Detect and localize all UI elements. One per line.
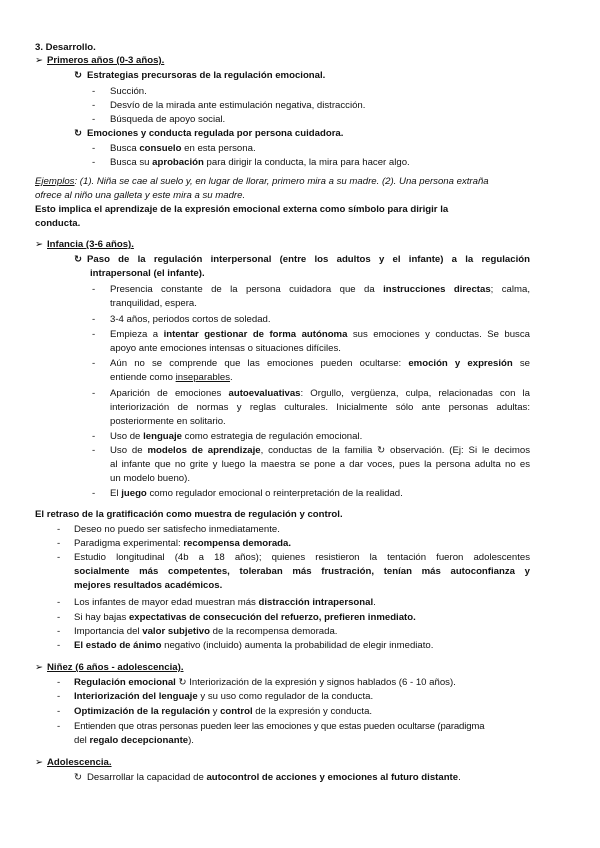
dash-bullet: -	[57, 597, 61, 608]
list-item: Uso de modelos de aprendizaje, conductas de la familia ↻ observación. (Ej: Si le decimos	[110, 445, 530, 456]
return-arrow-icon: ↻	[74, 772, 83, 783]
return-arrow-icon: ↻	[74, 128, 83, 139]
heading-retraso: El retraso de la gratificación como muestra de regulación y control.	[35, 509, 343, 520]
list-item: Búsqueda de apoyo social.	[110, 114, 226, 125]
dash-bullet: -	[57, 626, 61, 637]
heading-adolescencia: ➢ Adolescencia.	[35, 757, 112, 768]
list-item: Importancia del valor subjetivo de la recompensa demorada.	[74, 626, 338, 637]
list-item: Busca su aprobación para dirigir la conducta, la mira para hacer algo.	[110, 157, 410, 168]
implication-line: conducta.	[35, 218, 81, 229]
dash-bullet: -	[92, 329, 96, 340]
list-item: El estado de ánimo negativo (incluido) aumenta la probabilidad de elegir inmediato.	[74, 640, 434, 651]
subheading-emociones: ↻ Emociones y conducta regulada por persona cuidadora.	[74, 128, 344, 139]
dash-bullet: -	[92, 358, 96, 369]
list-item: Interiorización del lenguaje y su uso como regulador de la conducta.	[74, 691, 374, 702]
dash-bullet: -	[57, 524, 61, 535]
dash-bullet: -	[92, 388, 96, 399]
dash-bullet: -	[57, 538, 61, 549]
list-item-cont: del regalo decepcionante).	[74, 735, 194, 746]
heading-ninez: ➢ Niñez (6 años - adolescencia).	[35, 662, 184, 673]
list-item-cont: entiende como inseparables.	[110, 372, 233, 383]
arrow-bullet-icon: ➢	[35, 757, 44, 768]
example-line: ofrece al niño una galleta y este mira a su madre.	[35, 190, 246, 201]
arrow-bullet-icon: ➢	[35, 662, 44, 673]
arrow-bullet-icon: ➢	[35, 55, 44, 66]
list-item: Estudio longitudinal (4b a 18 años); quienes resistieron la tentación fueron adolescentes	[74, 552, 530, 563]
list-item: Optimización de la regulación y control de la expresión y conducta.	[74, 706, 373, 717]
subheading-paso: ↻ Paso de la regulación interpersonal (entre los adultos y el infante) a la regulación	[74, 254, 530, 265]
dash-bullet: -	[92, 157, 96, 168]
list-item-cont: apoyo ante emociones intensas o situaciones difíciles.	[110, 343, 341, 354]
arrow-bullet-icon: ➢	[35, 239, 44, 250]
dash-bullet: -	[57, 706, 61, 717]
example-line: Ejemplos: (1). Niña se cae al suelo y, en lugar de llorar, primero mira a su madre. (2). Una persona extraña	[35, 176, 489, 187]
list-item: Succión.	[110, 86, 147, 97]
list-item: Desvío de la mirada ante estimulación negativa, distracción.	[110, 100, 366, 111]
heading-primeros-anos: ➢ Primeros años (0-3 años).	[35, 55, 165, 66]
dash-bullet: -	[92, 100, 96, 111]
dash-bullet: -	[57, 612, 61, 623]
dash-bullet: -	[92, 314, 96, 325]
dash-bullet: -	[92, 143, 96, 154]
list-item: Paradigma experimental: recompensa demorada.	[74, 538, 292, 549]
dash-bullet: -	[92, 284, 96, 295]
dash-bullet: -	[57, 721, 61, 732]
dash-bullet: -	[57, 640, 61, 651]
list-item: Los infantes de mayor edad muestran más distracción intrapersonal.	[74, 597, 376, 608]
list-item: Si hay bajas expectativas de consecución del refuerzo, prefieren inmediato.	[74, 612, 416, 623]
list-item: Aún no se comprende que las emociones pueden ocultarse: emoción y expresión se	[110, 358, 530, 369]
list-item-cont: interiorización de normas y reglas culturales. Inicialmente sólo ante personas adultas:	[110, 402, 530, 413]
dash-bullet: -	[57, 691, 61, 702]
list-item: 3-4 años, periodos cortos de soledad.	[110, 314, 271, 325]
list-item: Aparición de emociones autoevaluativas: Orgullo, vergüenza, culpa, relacionadas con la	[110, 388, 531, 399]
section-title: 3. Desarrollo.	[35, 42, 96, 53]
list-item-cont: un modelo bueno).	[110, 473, 191, 484]
list-item: Uso de lenguaje como estrategia de regulación emocional.	[110, 431, 363, 442]
subheading-paso-cont: intrapersonal (el infante).	[90, 268, 205, 279]
list-item-cont: socialmente más competentes, toleraban más frustración, tenían más autoconfianza y	[74, 566, 530, 577]
list-item: Regulación emocional ↻ Interiorización de la expresión y signos hablados (6 - 10 años).	[74, 677, 456, 688]
dash-bullet: -	[92, 114, 96, 125]
list-item-cont: al infante que no grite y luego la maestra se pone a dar voces, pues la persona adulta no es	[110, 459, 530, 470]
list-item: El juego como regulador emocional o reinterpretación de la realidad.	[110, 488, 403, 499]
return-arrow-icon: ↻	[74, 254, 83, 265]
dash-bullet: -	[92, 445, 96, 456]
dash-bullet: -	[92, 488, 96, 499]
list-item: Entienden que otras personas pueden leer las emociones y que estas pueden ocultarse (paradigma	[74, 721, 485, 732]
return-arrow-icon: ↻	[74, 70, 83, 81]
implication-line: Esto implica el aprendizaje de la expresión emocional externa como símbolo para dirigir la	[35, 204, 449, 215]
subheading-estrategias: ↻ Estrategias precursoras de la regulación emocional.	[74, 70, 326, 81]
list-item-cont: tranquilidad, espera.	[110, 298, 197, 309]
dash-bullet: -	[92, 86, 96, 97]
list-item-cont: posteriormente en solitario.	[110, 416, 226, 427]
list-item: Empieza a intentar gestionar de forma autónoma sus emociones y conductas. Se busca	[110, 329, 530, 340]
list-item: Presencia constante de la persona cuidadora que da instrucciones directas; calma,	[110, 284, 530, 295]
list-item: Busca consuelo en esta persona.	[110, 143, 256, 154]
list-item-cont: mejores resultados académicos.	[74, 580, 223, 591]
list-item: Deseo no puedo ser satisfecho inmediatamente.	[74, 524, 280, 535]
dash-bullet: -	[57, 552, 61, 563]
list-item: ↻ Desarrollar la capacidad de autocontrol de acciones y emociones al futuro distante.	[74, 772, 461, 783]
heading-infancia: ➢ Infancia (3-6 años).	[35, 239, 134, 250]
dash-bullet: -	[57, 677, 61, 688]
dash-bullet: -	[92, 431, 96, 442]
